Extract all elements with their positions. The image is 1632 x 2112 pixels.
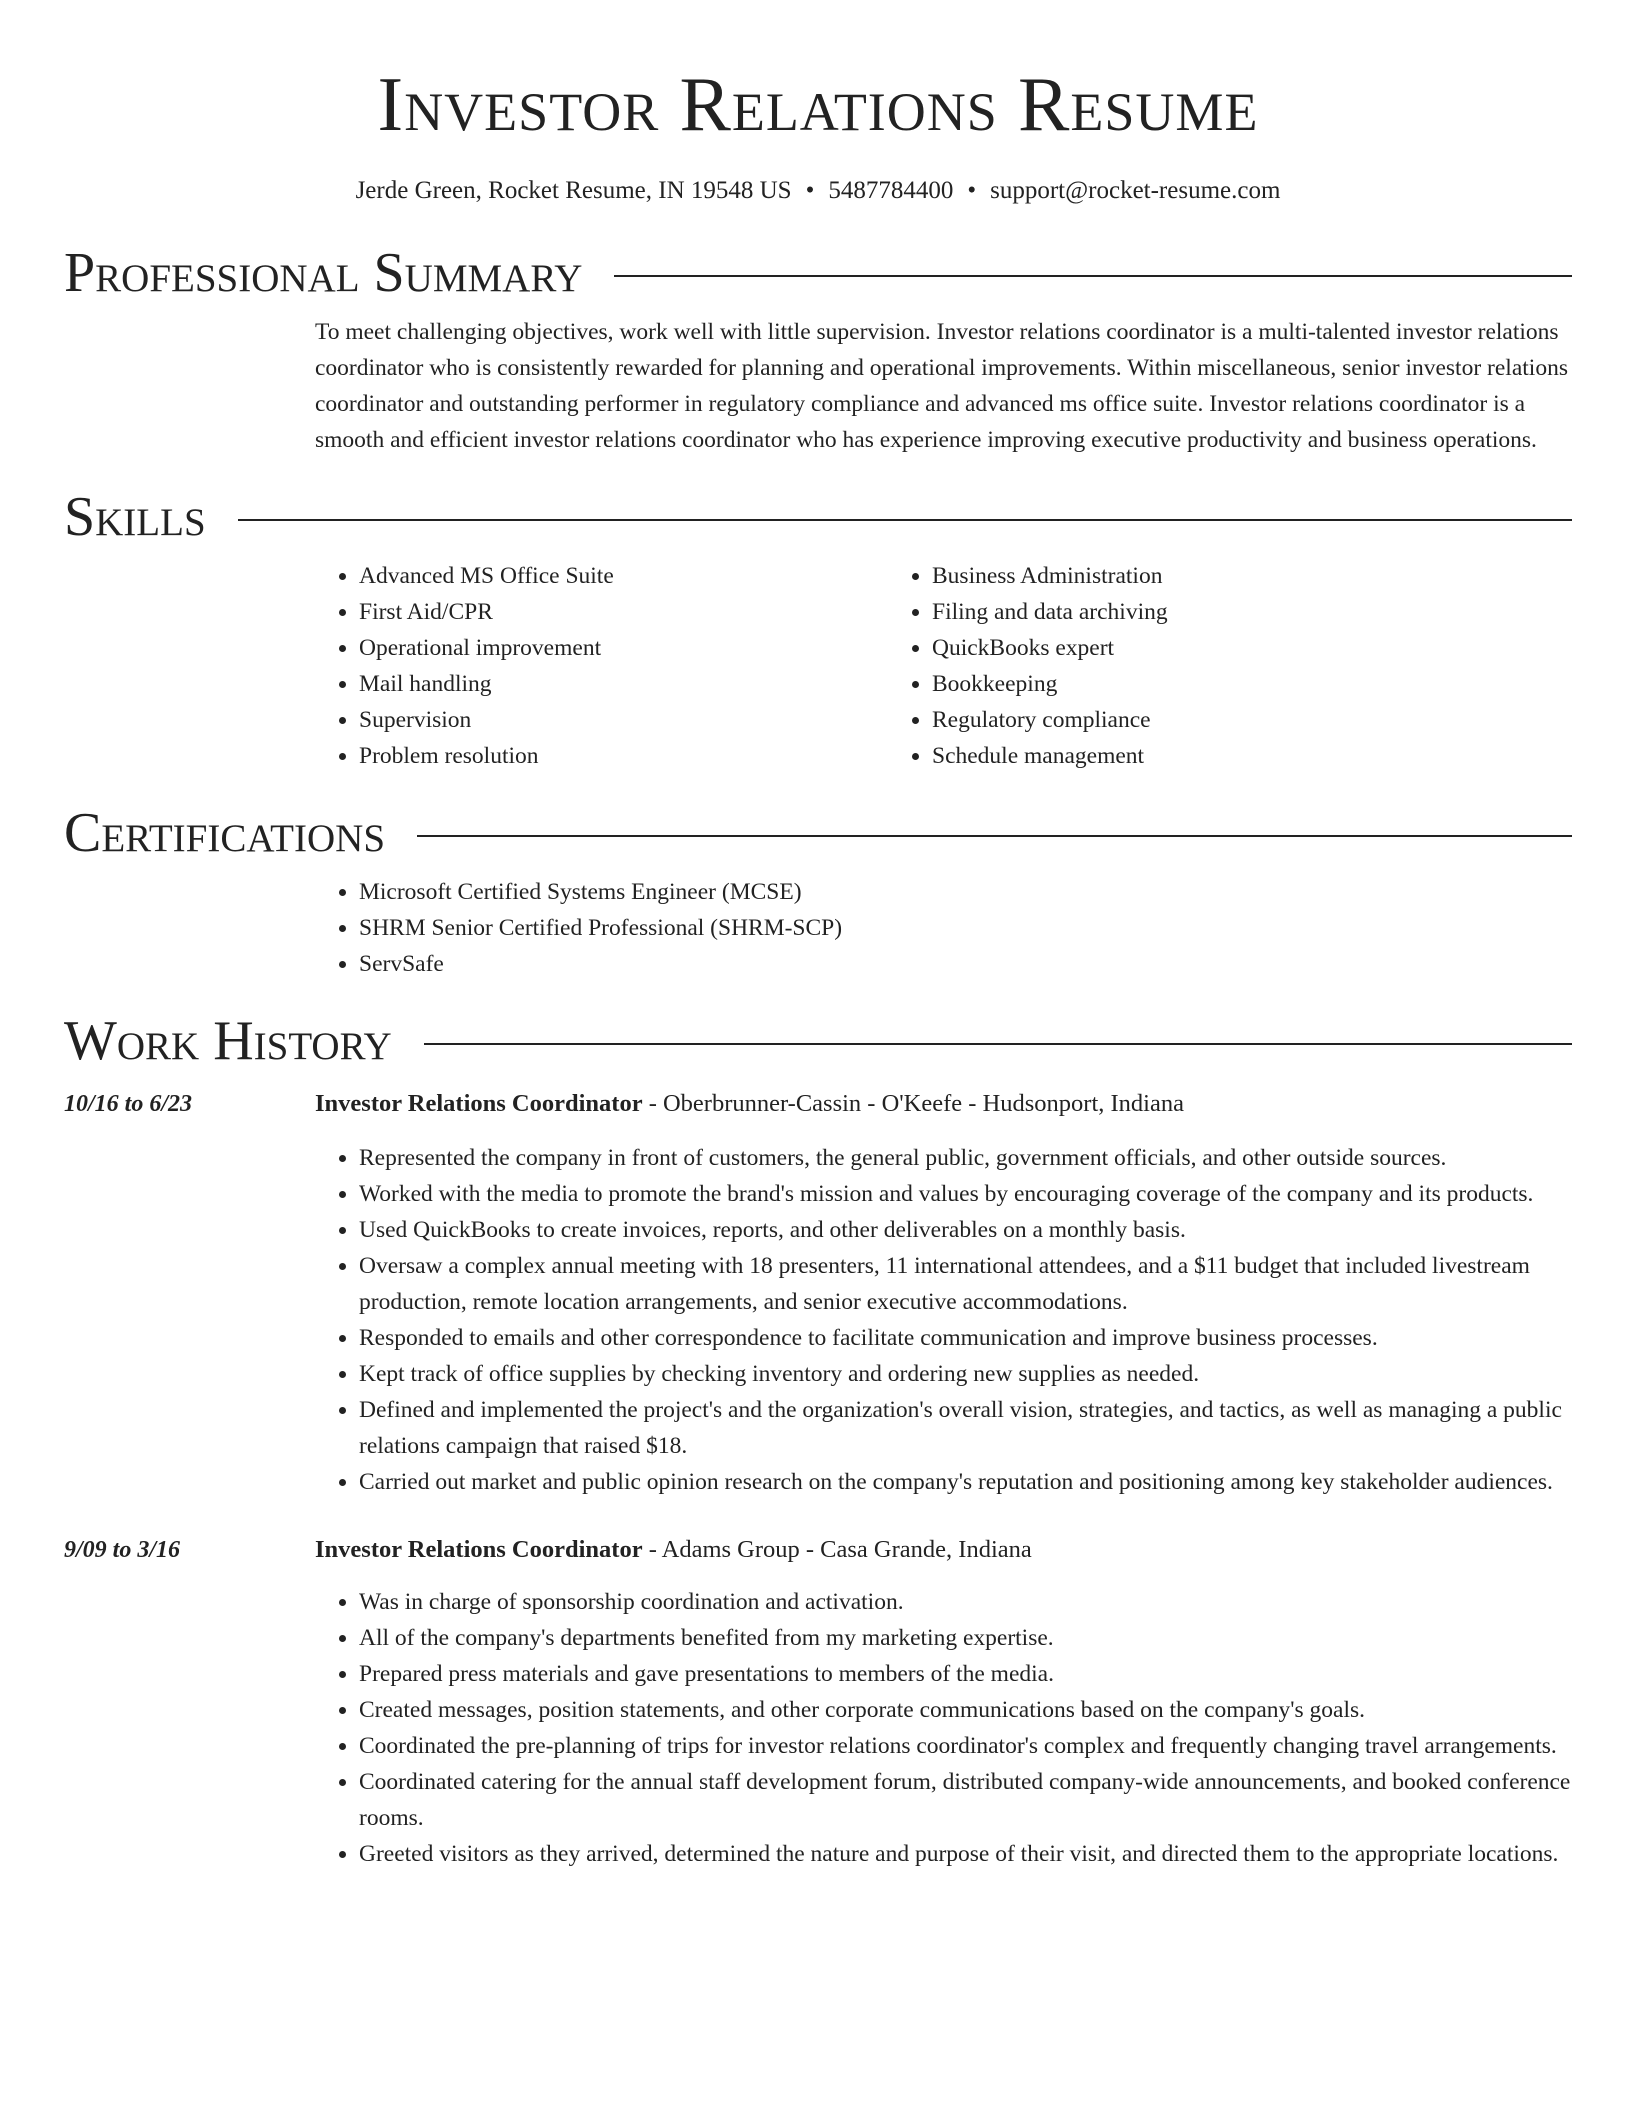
contact-phone: 5487784400: [828, 177, 954, 204]
job-header: [315, 1532, 1572, 1568]
job-entry: [64, 1532, 1572, 1872]
section-header: [64, 804, 1572, 862]
job-bullet: • Prepared press materials and gave presentations to members of the media.: [359, 1656, 1572, 1692]
job-bullet: • Created messages, position statements, and other corporate communications based on the company's goals.: [359, 1692, 1572, 1728]
skill-item: • Bookkeeping: [932, 666, 1461, 702]
contact-email[interactable]: support@rocket-resume.com: [990, 177, 1281, 204]
certification-item: • SHRM Senior Certified Professional (SHRM-SCP): [359, 910, 1572, 946]
section-header: [64, 1012, 1572, 1070]
certification-item: • ServSafe: [359, 946, 1572, 982]
job-dates: 10/16 to 6/23: [64, 1091, 193, 1117]
contact-address: Jerde Green, Rocket Resume, IN 19548 US: [355, 177, 792, 204]
skill-item: • Schedule management: [932, 738, 1461, 774]
certifications-content: [315, 874, 1572, 982]
skill-item: • First Aid/CPR: [359, 594, 888, 630]
skill-item: • Advanced MS Office Suite: [359, 558, 888, 594]
section-header: [64, 244, 1572, 302]
job-role: Investor Relations Coordinator: [315, 1536, 643, 1563]
job-bullet: • Oversaw a complex annual meeting with 18 presenters, 11 international attendees, and a $11 budget that included livestream production, remote location arrangements, and senior executive accommodations.: [359, 1248, 1572, 1320]
skills-grid: [315, 558, 1572, 774]
job-bullet: • Responded to emails and other correspondence to facilitate communication and improve business processes.: [359, 1320, 1572, 1356]
summary-heading: Professional Summary: [64, 242, 583, 304]
job-bullet: • Worked with the media to promote the brand's mission and values by encouraging coverage of the company and its products.: [359, 1176, 1572, 1212]
job-bullet: • Carried out market and public opinion research on the company's reputation and positioning among key stakeholder audiences.: [359, 1464, 1572, 1500]
section-divider: [417, 835, 1572, 837]
contact-separator: •: [967, 177, 977, 204]
job-dates: 9/09 to 3/16: [64, 1537, 181, 1563]
skill-item: • Business Administration: [932, 558, 1461, 594]
job-bullets: [315, 1584, 1572, 1872]
summary-section: [64, 244, 1572, 458]
skills-heading: Skills: [64, 486, 206, 548]
certifications-list: [315, 874, 1572, 982]
job-entry: [64, 1086, 1572, 1500]
skill-item: • Filing and data archiving: [932, 594, 1461, 630]
job-details: - Adams Group - Casa Grande, Indiana: [642, 1536, 1032, 1563]
resume-title: Investor Relations Resume: [377, 61, 1259, 147]
contact-separator: •: [805, 177, 815, 204]
resume-page: [64, 0, 1572, 1872]
summary-text: To meet challenging objectives, work well with little supervision. Investor relations coordinator is a multi-talented investor relations coordinator who is consistently rewarded for planning and operational improvements. Within miscellaneous, senior investor relations coordinator and outstanding performer in regulatory compliance and advanced ms office suite. Investor relations coordinator is a smooth and efficient investor relations coordinator who has experience improving executive productivity and business operations.: [315, 319, 1568, 453]
job-bullet: • Represented the company in front of customers, the general public, government officials, and other outside sources.: [359, 1140, 1572, 1176]
skills-section: [64, 488, 1572, 774]
skill-item: • Problem resolution: [359, 738, 888, 774]
certifications-section: [64, 804, 1572, 982]
skill-item: • Regulatory compliance: [932, 702, 1461, 738]
certification-item: • Microsoft Certified Systems Engineer (MCSE): [359, 874, 1572, 910]
job-bullet: • Kept track of office supplies by checking inventory and ordering new supplies as needed.: [359, 1356, 1572, 1392]
skill-item: • Operational improvement: [359, 630, 888, 666]
certifications-heading: Certifications: [64, 802, 386, 864]
job-bullet: • Defined and implemented the project's and the organization's overall vision, strategies, and tactics, as well as managing a public relations campaign that raised $18.: [359, 1392, 1572, 1464]
job-bullets: [315, 1140, 1572, 1500]
work-history-heading: Work History: [64, 1010, 392, 1072]
summary-content: [315, 314, 1572, 458]
job-header: [315, 1086, 1572, 1122]
section-divider: [238, 519, 1572, 521]
job-bullet: • Greeted visitors as they arrived, determined the nature and purpose of their visit, and directed them to the appropriate locations.: [359, 1836, 1572, 1872]
section-header: [64, 488, 1572, 546]
job-bullet: • Used QuickBooks to create invoices, reports, and other deliverables on a monthly basis.: [359, 1212, 1572, 1248]
skill-item: • QuickBooks expert: [932, 630, 1461, 666]
job-bullet: • Coordinated the pre-planning of trips for investor relations coordinator's complex and frequently changing travel arrangements.: [359, 1728, 1572, 1764]
work-history-section: [64, 1012, 1572, 1872]
job-bullet: • Coordinated catering for the annual staff development forum, distributed company-wide announcements, and booked conference rooms.: [359, 1764, 1572, 1836]
skill-item: • Mail handling: [359, 666, 888, 702]
skill-item: • Supervision: [359, 702, 888, 738]
section-divider: [614, 275, 1572, 277]
job-role: Investor Relations Coordinator: [315, 1090, 643, 1117]
section-divider: [424, 1043, 1572, 1045]
skills-list-right: [888, 558, 1461, 774]
job-bullet: • Was in charge of sponsorship coordination and activation.: [359, 1584, 1572, 1620]
contact-line: [64, 176, 1572, 206]
skills-list-left: [315, 558, 888, 774]
job-details: - Oberbrunner-Cassin - O'Keefe - Hudsonport, Indiana: [642, 1090, 1184, 1117]
job-bullet: • All of the company's departments benefited from my marketing expertise.: [359, 1620, 1572, 1656]
